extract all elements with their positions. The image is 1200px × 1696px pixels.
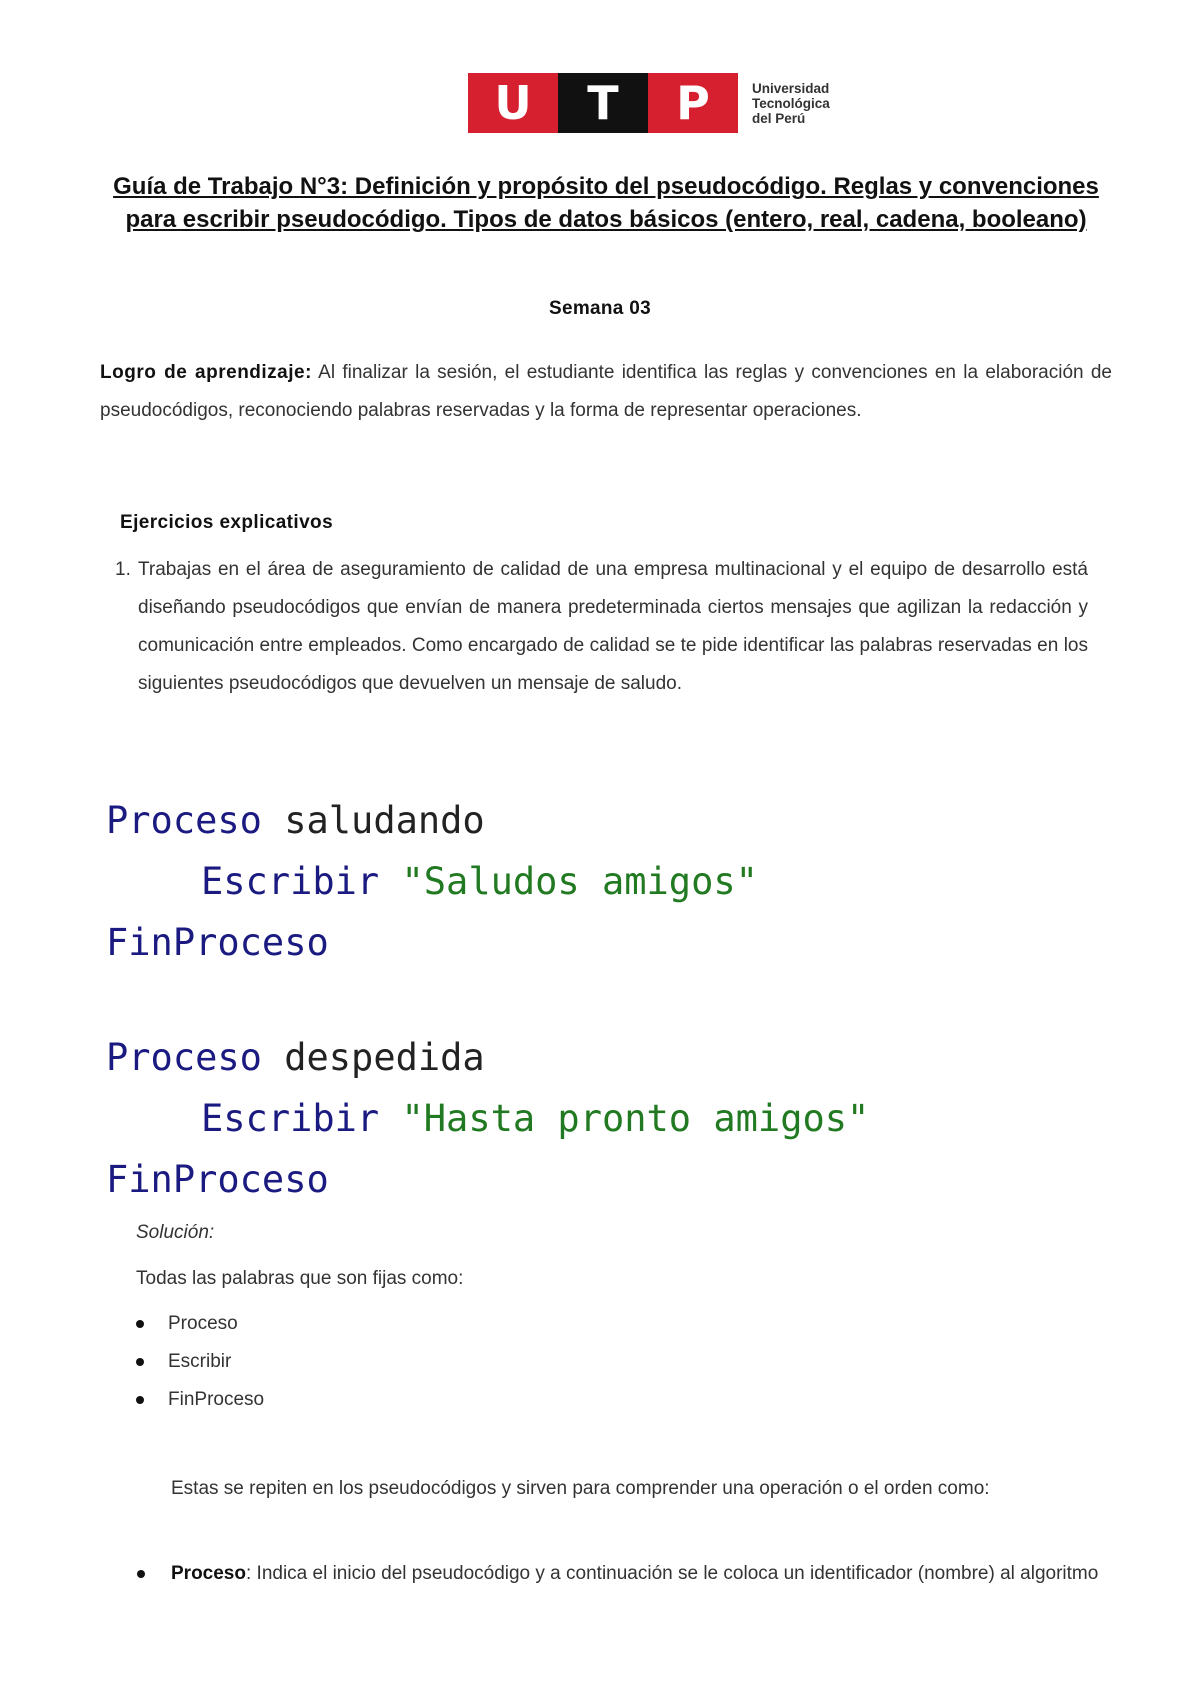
utp-logo xyxy=(468,73,830,133)
logo-letter-t: T xyxy=(558,73,648,133)
code-line xyxy=(106,790,869,851)
exercise-text: Trabajas en el área de aseguramiento de calidad de una empresa multinacional y el equipo de desarrollo está diseñando pseudocódigos que envían de manera predeterminada ciertos mensajes que agilizan la redacción y comunicación entre empleados. Como encargado de calidad se te pide identificar las palabras reservadas en los siguientes pseudocódigos que devuelven un mensaje de saludo. xyxy=(138,559,1088,694)
definition-item xyxy=(171,1560,1112,1587)
pseudocode-block xyxy=(106,790,869,1210)
learning-outcome-label: Logro de aprendizaje: xyxy=(100,362,312,383)
identifier: saludando xyxy=(284,799,485,842)
code-line xyxy=(106,1027,869,1088)
list-item-text: Escribir xyxy=(168,1351,232,1372)
logo-letter-u: U xyxy=(468,73,558,133)
solution-label: Solución: xyxy=(136,1222,215,1243)
learning-outcome-text: Al finalizar la sesión, el estudiante identifica las reglas y convenciones en la elaboración de pseudocódigos, reconociendo palabras reservadas y la forma de representar operaciones. xyxy=(100,362,1112,421)
keyword: FinProceso xyxy=(106,1158,329,1201)
keyword: Escribir xyxy=(201,860,380,903)
keyword: FinProceso xyxy=(106,921,329,964)
solution-explanation: Estas se repiten en los pseudocódigos y sirven para comprender una operación o el orden como: xyxy=(171,1478,990,1499)
logo-letter-p: P xyxy=(648,73,738,133)
logo-name-line: Tecnológica xyxy=(752,95,830,111)
bullet-icon xyxy=(136,1396,144,1404)
definition-text: : Indica el inicio del pseudocódigo y a continuación se le coloca un identificador (nombre) al algoritmo xyxy=(245,1563,1099,1584)
logo-university-name xyxy=(752,81,830,126)
week-label: Semana 03 xyxy=(549,298,651,319)
string-literal: "Saludos amigos" xyxy=(401,860,758,903)
exercise-number: 1. xyxy=(115,559,131,580)
bullet-icon xyxy=(136,1320,144,1328)
identifier: despedida xyxy=(284,1036,485,1079)
string-literal: "Hasta pronto amigos" xyxy=(401,1097,870,1140)
section-heading: Ejercicios explicativos xyxy=(120,512,334,533)
definition-term: Proceso xyxy=(171,1563,246,1584)
keyword: Proceso xyxy=(106,799,262,842)
bullet-icon xyxy=(137,1570,145,1578)
list-item-text: Proceso xyxy=(168,1313,238,1334)
logo-name-line: Universidad xyxy=(752,80,830,96)
logo-name-line: del Perú xyxy=(752,110,806,126)
bullet-icon xyxy=(136,1358,144,1366)
code-line xyxy=(106,912,869,973)
list-item xyxy=(136,1389,264,1411)
list-item xyxy=(136,1351,231,1373)
learning-outcome xyxy=(100,354,1112,430)
keyword: Proceso xyxy=(106,1036,262,1079)
solution-intro: Todas las palabras que son fijas como: xyxy=(136,1268,464,1289)
code-line xyxy=(106,851,869,912)
list-item-text: FinProceso xyxy=(168,1389,265,1410)
document-title: Guía de Trabajo N°3: Definición y propósito del pseudocódigo. Reglas y convenciones para escribir pseudocódigo. Tipos de datos básicos (entero, real, cadena, booleano) xyxy=(113,173,1099,233)
code-line xyxy=(106,1088,869,1149)
keyword: Escribir xyxy=(201,1097,380,1140)
code-line xyxy=(106,1149,869,1210)
list-item xyxy=(136,1313,238,1335)
